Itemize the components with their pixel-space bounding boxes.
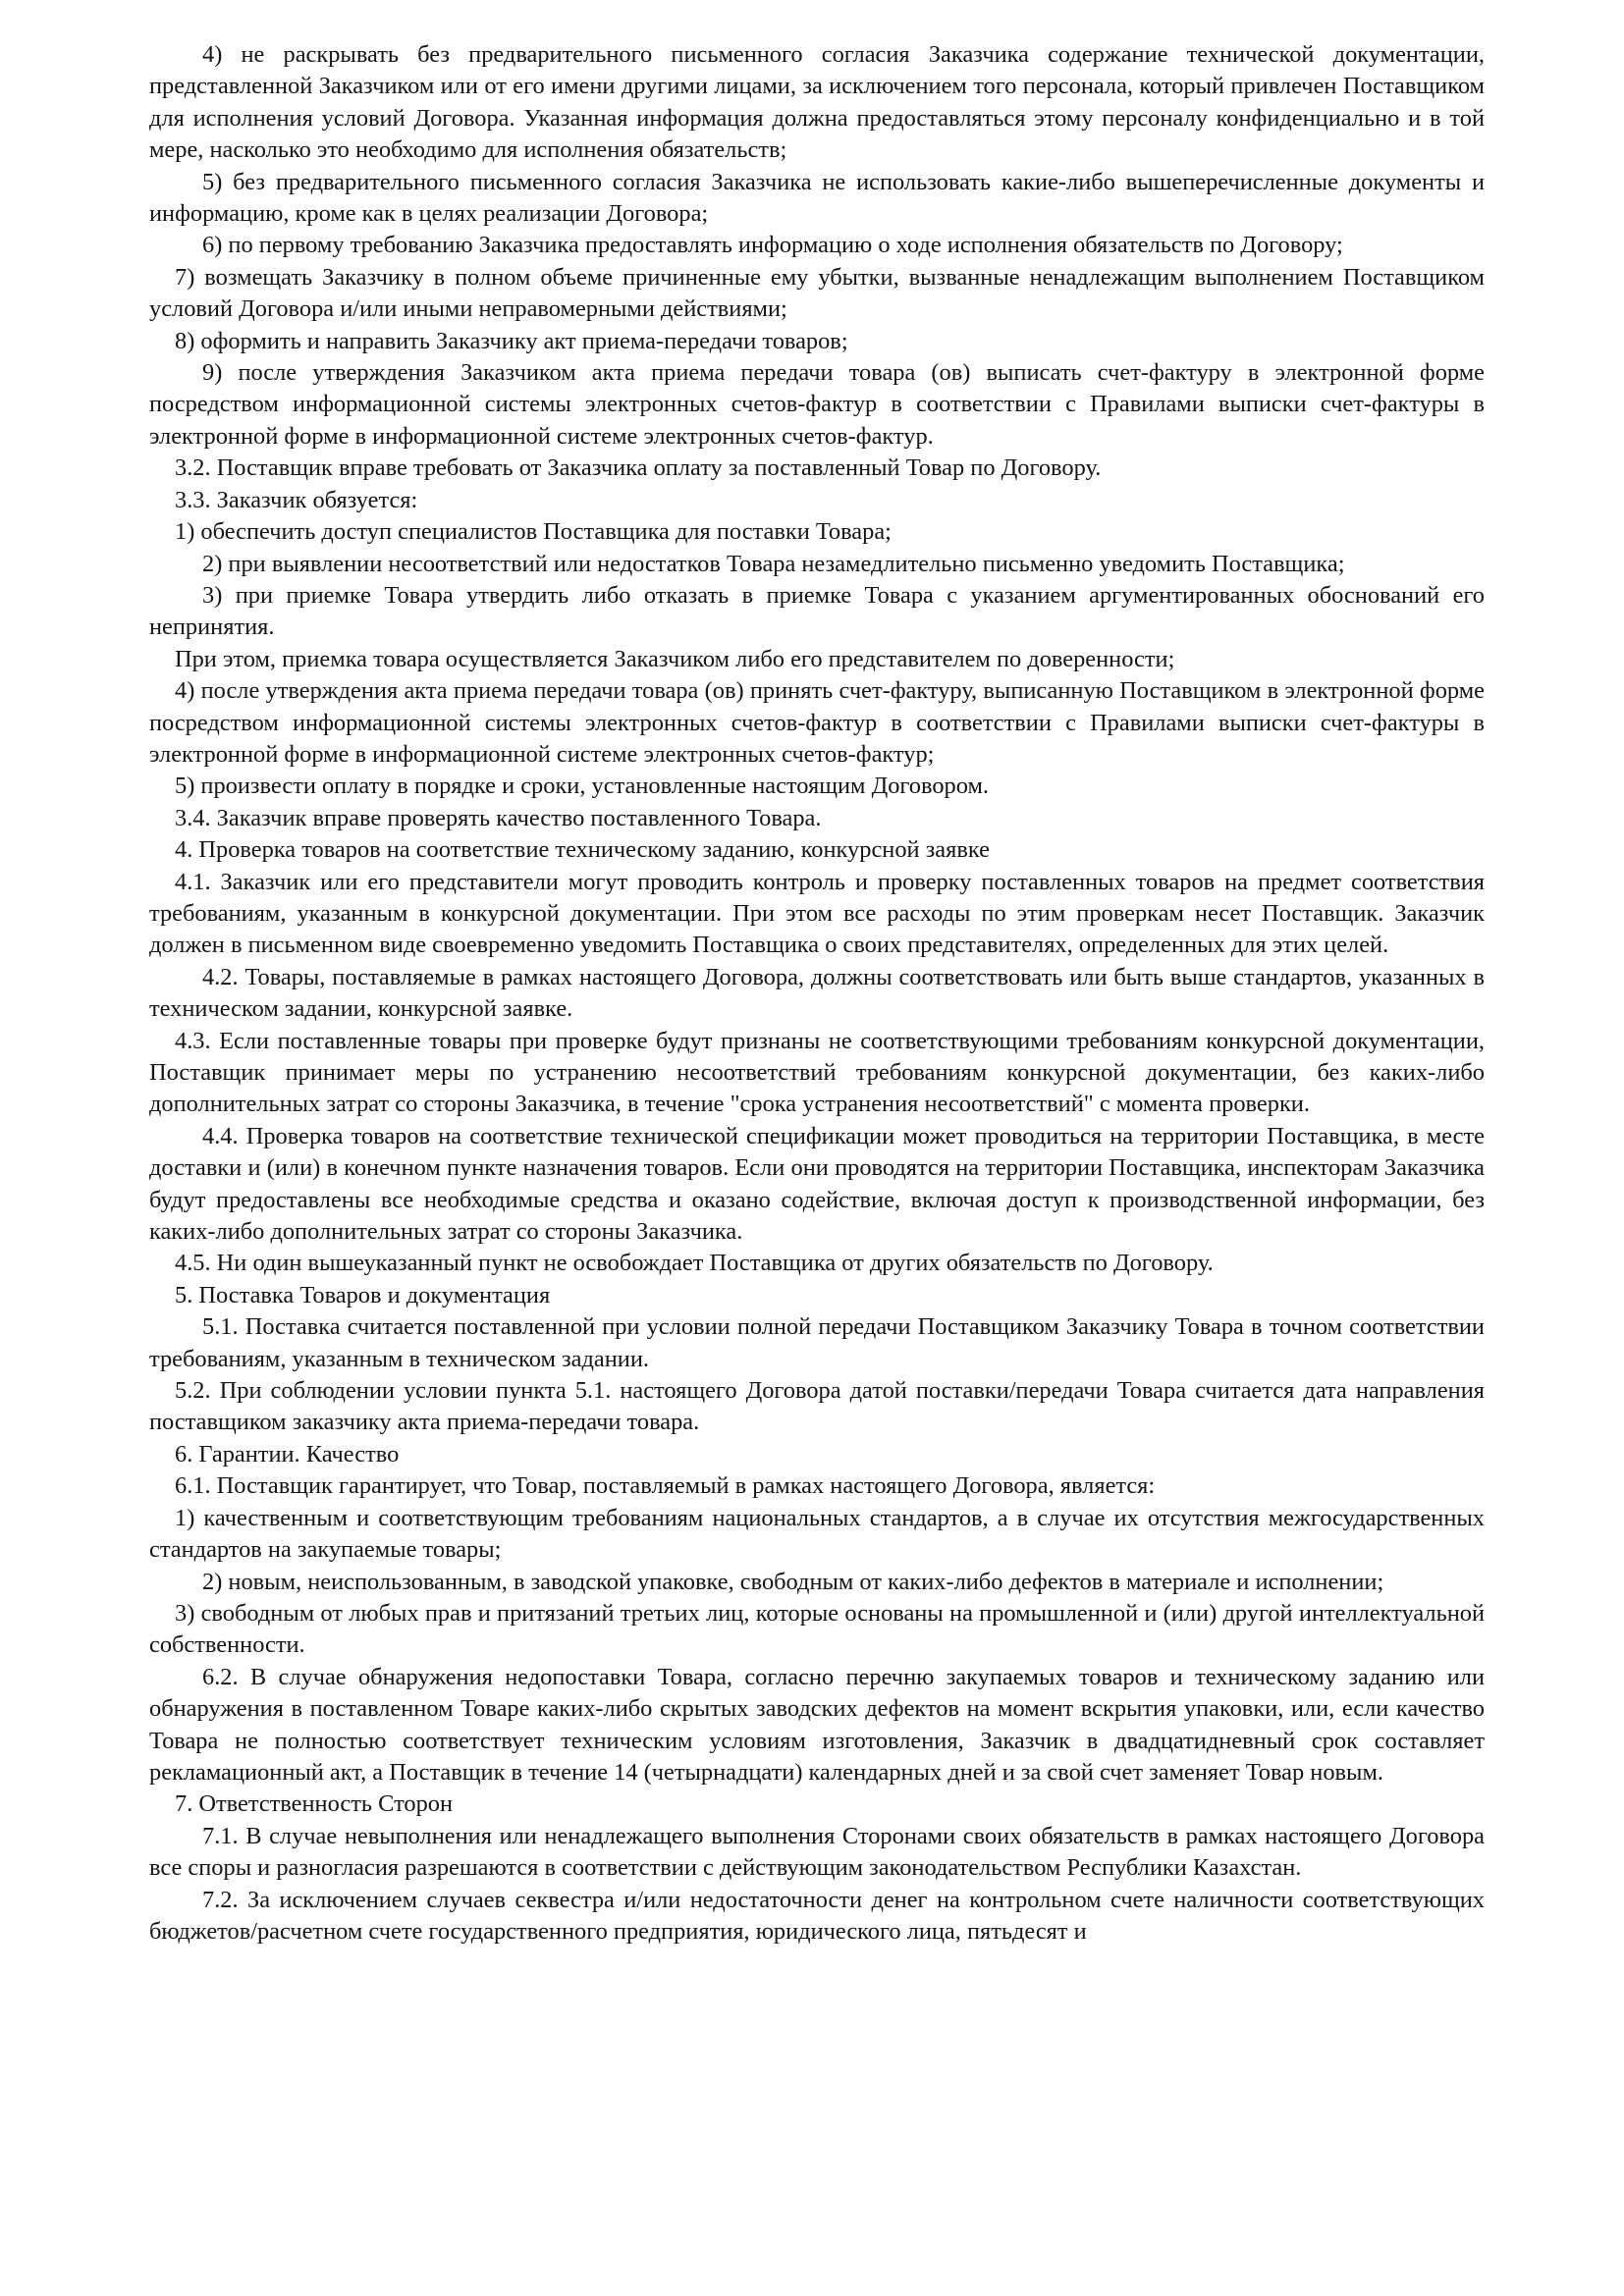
paragraph: 4.1. Заказчик или его представители могут проводить контроль и проверку поставленных товаров на предмет соответствия требованиям, указанным в конкурсной документации. При этом все расходы по этим проверкам несет Поставщик. Заказчик должен в письменном виде своевременно уведомить Поставщика о своих представителях, определенных для этих целей. <box>149 868 1485 959</box>
paragraph: 4) после утверждения акта приема передачи товара (ов) принять счет-фактуру, выписанную Поставщиком в электронной форме посредством информационной системы электронных счетов-фактур в соответствии с Правилами выписки счет-фактуры в электронной форме в информационной системе электронных счетов-фактур; <box>149 677 1485 768</box>
paragraph: 4) не раскрывать без предварительного письменного согласия Заказчика содержание технической документации, представленной Заказчиком или от его имени другими лицами, за исключением того персонала, который привлечен Поставщиком для исполнения условий Договора. Указанная информация должна предоставляться этому персоналу конфиденциально и в той мере, насколько это необходимо для исполнения обязательств; <box>149 41 1485 164</box>
paragraph: 2) новым, неиспользованным, в заводской упаковке, свободным от каких-либо дефектов в материале и исполнении; <box>202 1568 1384 1595</box>
paragraph: 3) при приемке Товара утвердить либо отказать в приемке Товара с указанием аргументированных обоснований его непринятия. <box>149 581 1485 641</box>
document-page <box>149 39 1485 1948</box>
paragraph: 5) произвести оплату в порядке и сроки, установленные настоящим Договором. <box>175 773 989 800</box>
paragraph: 8) оформить и направить Заказчику акт приема-передачи товаров; <box>175 327 848 354</box>
paragraph: 4.5. Ни один вышеуказанный пункт не освобождает Поставщика от других обязательств по Договору. <box>175 1250 1214 1277</box>
paragraph: При этом, приемка товара осуществляется Заказчиком либо его представителем по доверенности; <box>175 645 1175 672</box>
paragraph: 3.2. Поставщик вправе требовать от Заказчика оплату за поставленный Товар по Договору. <box>175 454 1102 482</box>
paragraph: 6.1. Поставщик гарантирует, что Товар, поставляемый в рамках настоящего Договора, является: <box>175 1472 1156 1500</box>
paragraph: 7) возмещать Заказчику в полном объеме причиненные ему убытки, вызванные ненадлежащим выполнением Поставщиком условий Договора и/или иными неправомерными действиями; <box>149 263 1485 323</box>
paragraph: 7. Ответственность Сторон <box>175 1790 454 1818</box>
paragraph: 3.4. Заказчик вправе проверять качество поставленного Товара. <box>175 804 822 831</box>
paragraph: 6. Гарантии. Качество <box>175 1440 400 1468</box>
paragraph: 5) без предварительного письменного согласия Заказчика не использовать какие-либо вышеперечисленные документы и информацию, кроме как в целях реализации Договора; <box>149 168 1485 228</box>
paragraph: 5.1. Поставка считается поставленной при условии полной передачи Поставщиком Заказчику Товара в точном соответствии требованиям, указанным в техническом задании. <box>149 1313 1485 1372</box>
paragraph: 1) обеспечить доступ специалистов Поставщика для поставки Товара; <box>175 518 892 546</box>
paragraph: 5. Поставка Товаров и документация <box>175 1281 551 1308</box>
paragraph: 4.2. Товары, поставляемые в рамках настоящего Договора, должны соответствовать или быть выше стандартов, указанных в техническом задании, конкурсной заявке. <box>149 963 1485 1023</box>
paragraph: 5.2. При соблюдении условии пункта 5.1. настоящего Договора датой поставки/передачи Товара считается дата направления поставщиком заказчику акта приема-передачи товара. <box>149 1377 1485 1436</box>
paragraph: 4. Проверка товаров на соответствие техническому заданию, конкурсной заявке <box>175 836 990 864</box>
paragraph: 3.3. Заказчик обязуется: <box>175 486 418 513</box>
paragraph: 2) при выявлении несоответствий или недостатков Товара незамедлительно письменно уведомить Поставщика; <box>202 550 1345 577</box>
paragraph: 3) свободным от любых прав и притязаний третьих лиц, которые основаны на промышленной и (или) другой интеллектуальной собственности. <box>149 1599 1485 1659</box>
paragraph: 4.3. Если поставленные товары при проверке будут признаны не соответствующими требованиям конкурсной документации, Поставщик принимает меры по устранению несоответствий требованиям конкурсной документации, без каких-либо дополнительных затрат со стороны Заказчика, в течение "срока устранения несоответствий" с момента проверки. <box>149 1027 1485 1118</box>
paragraph: 6.2. В случае обнаружения недопоставки Товара, согласно перечню закупаемых товаров и техническому заданию или обнаружения в поставленном Товаре каких-либо скрытых заводских дефектов на момент вскрытия упаковки, или, если качество Товара не полностью соответствует техническим условиям изготовления, Заказчик в двадцатидневный срок составляет рекламационный акт, а Поставщик в течение 14 (четырнадцати) календарных дней и за свой счет заменяет Товар новым. <box>149 1663 1485 1786</box>
paragraph: 7.2. За исключением случаев секвестра и/или недостаточности денег на контрольном счете наличности соответствующих бюджетов/расчетном счете государственного предприятия, юридического лица, пятьдесят и <box>149 1886 1485 1945</box>
paragraph: 6) по первому требованию Заказчика предоставлять информацию о ходе исполнения обязательств по Договору; <box>202 232 1343 259</box>
paragraph: 1) качественным и соответствующим требованиям национальных стандартов, а в случае их отсутствия межгосударственных стандартов на закупаемые товары; <box>149 1504 1485 1564</box>
paragraph: 4.4. Проверка товаров на соответствие технической спецификации может проводиться на территории Поставщика, в месте доставки и (или) в конечном пункте назначения товаров. Если они проводятся на территории Поставщика, инспекторам Заказчика будут предоставлены все необходимые средства и оказано содействие, включая доступ к производственной информации, без каких-либо дополнительных затрат со стороны Заказчика. <box>149 1122 1485 1246</box>
paragraph: 7.1. В случае невыполнения или ненадлежащего выполнения Сторонами своих обязательств в рамках настоящего Договора все споры и разногласия разрешаются в соответствии с действующим законодательством Республики Казахстан. <box>149 1822 1485 1882</box>
paragraph: 9) после утверждения Заказчиком акта приема передачи товара (ов) выписать счет-фактуру в электронной форме посредством информационной системы электронных счетов-фактур в соответствии с Правилами выписки счет-фактуры в электронной форме в информационной системе электронных счетов-фактур. <box>149 359 1485 450</box>
